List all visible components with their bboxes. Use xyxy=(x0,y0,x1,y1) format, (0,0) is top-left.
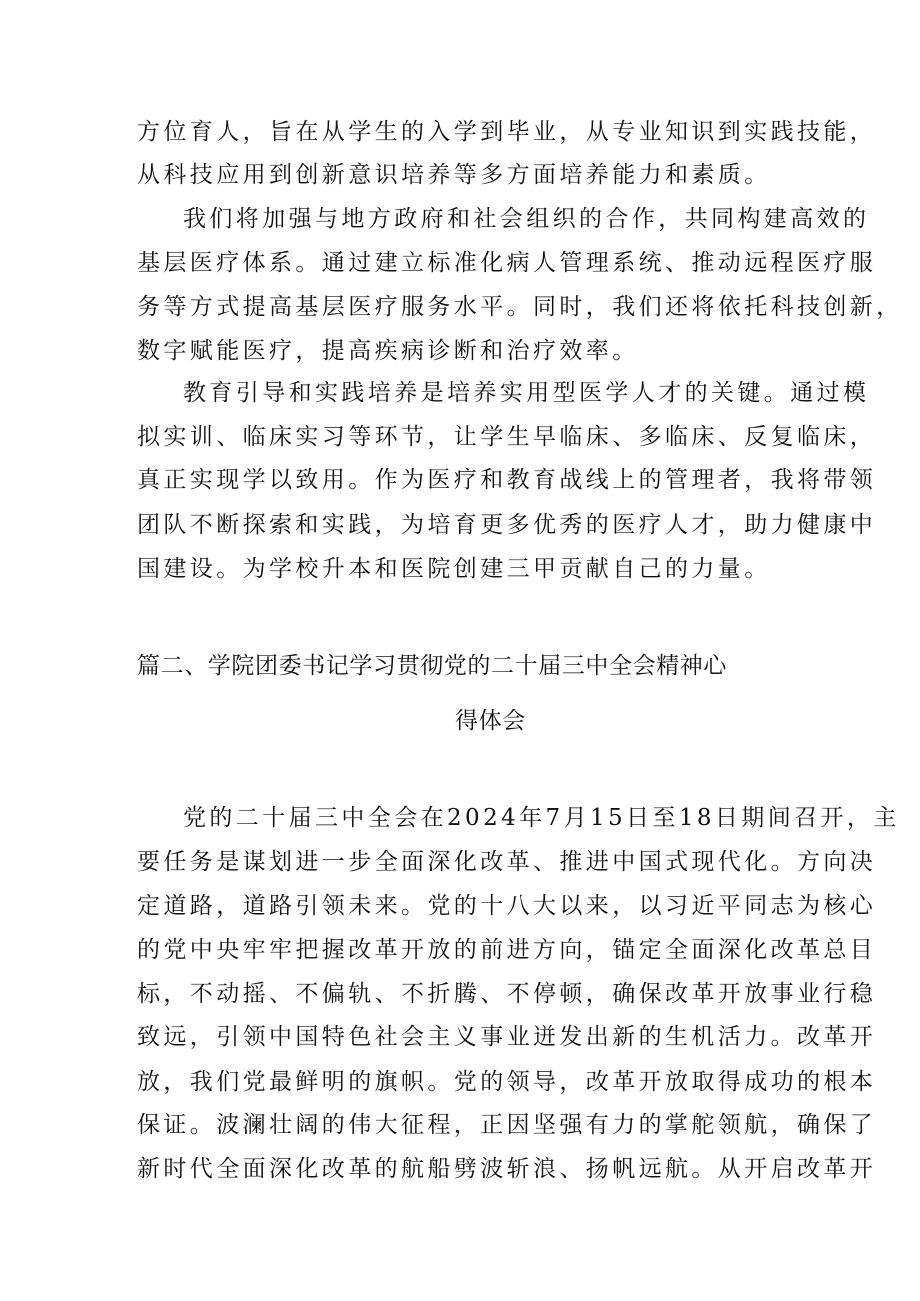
text-line: 党的二十届三中全会在2024年7月15日至18日期间召开，主 xyxy=(183,805,900,831)
text-line: 我们将加强与地方政府和社会组织的合作，共同构建高效的 xyxy=(183,206,870,232)
text-line: 的党中央牢牢把握改革开放的前进方向，锚定全面深化改革总目 xyxy=(137,937,877,963)
section-heading-line-2: 得体会 xyxy=(455,708,526,734)
text-line: 教育引导和实践培养是培养实用型医学人才的关键。通过模 xyxy=(183,380,870,406)
text-line: 真正实现学以致用。作为医疗和教育战线上的管理者，我将带领 xyxy=(137,467,877,493)
text-line: 基层医疗体系。通过建立标准化病人管理系统、推动远程医疗服 xyxy=(137,250,877,276)
text-line: 标，不动摇、不偏轨、不折腾、不停顿，确保改革开放事业行稳 xyxy=(137,981,877,1007)
text-line: 团队不断探索和实践，为培育更多优秀的医疗人才，助力健康中 xyxy=(137,512,877,538)
text-line: 务等方式提高基层医疗服务水平。同时，我们还将依托科技创新， xyxy=(137,294,903,320)
text-line: 方位育人，旨在从学生的入学到毕业，从专业知识到实践技能， xyxy=(137,119,877,145)
text-line: 致远，引领中国特色社会主义事业迸发出新的生机活力。改革开 xyxy=(137,1024,877,1050)
text-line: 从科技应用到创新意识培养等多方面培养能力和素质。 xyxy=(137,162,771,188)
text-line: 数字赋能医疗，提高疾病诊断和治疗效率。 xyxy=(137,338,639,364)
section-heading-line-1: 篇二、学院团委书记学习贯彻党的二十届三中全会精神心 xyxy=(137,653,727,679)
text-line: 放，我们党最鲜明的旗帜。党的领导，改革开放取得成功的根本 xyxy=(137,1069,877,1095)
text-line: 国建设。为学校升本和医院创建三甲贡献自己的力量。 xyxy=(137,556,771,582)
text-line: 拟实训、临床实习等环节，让学生早临床、多临床、反复临床， xyxy=(137,424,877,450)
text-line: 新时代全面深化改革的航船劈波斩浪、扬帆远航。从开启改革开 xyxy=(137,1156,877,1182)
text-line: 保证。波澜壮阔的伟大征程，正因坚强有力的掌舵领航，确保了 xyxy=(137,1112,877,1138)
text-line: 要任务是谋划进一步全面深化改革、推进中国式现代化。方向决 xyxy=(137,849,877,875)
text-line: 定道路，道路引领未来。党的十八大以来，以习近平同志为核心 xyxy=(137,893,877,919)
